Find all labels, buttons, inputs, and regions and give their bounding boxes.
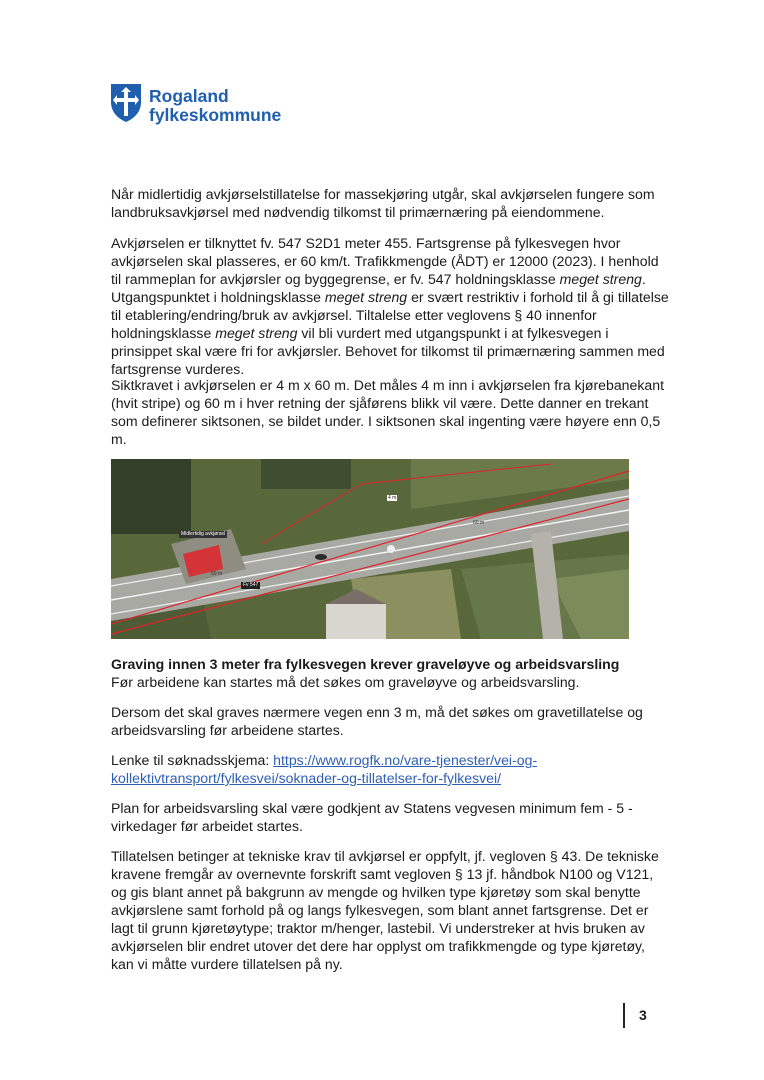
paragraph-avkjorsel bbox=[111, 234, 671, 378]
org-name-line2: fylkeskommune bbox=[149, 105, 282, 125]
soknadsskjema-link[interactable]: https://www.rogfk.no/vare-tjenester/vei-og-kollektivtransport/fylkesvei/soknader-og-tillatelser-for-fylkesvei/ bbox=[111, 752, 538, 786]
paragraph-tekniske-krav bbox=[111, 847, 671, 973]
sight-triangle-aerial-map bbox=[111, 459, 629, 639]
emphasis-holdningsklasse: meget streng bbox=[215, 325, 298, 341]
page-number: 3 bbox=[639, 1007, 647, 1023]
text-run: Avkjørselen er tilknyttet fv. 547 S2D1 meter 455. Fartsgrense på fylkesvegen hvor avkjørselen skal plasseres, er 60 km/t. Trafikkmengde (ÅDT) er 12000 (2023). I henhold til rammeplan for avkjørsler og byggegrense, er fv. 547 holdningsklasse bbox=[111, 235, 659, 287]
paragraph-siktkrav bbox=[111, 376, 671, 448]
paragraph-gravetillatelse-text: Dersom det skal graves nærmere vegen enn 3 m, må det søkes om gravetillatelse og arbeidsvarsling før arbeidene startes. bbox=[111, 704, 643, 738]
emphasis-holdningsklasse: meget streng bbox=[559, 271, 642, 287]
paragraph-tekniske-krav-text: Tillatelsen betinger at tekniske krav til avkjørsel er oppfylt, jf. vegloven § 43. De tekniske kravene fremgår av overnevnte forskrift samt vegloven § 13 jf. håndbok N100 og V121, og gis blant annet på bakgrunn av mengde og hvilken type kjøretøy som skal benytte avkjørslene samt forhold på og langs fylkesvegen, som blant annet fartsgrense. Det er lagt til grunn kjøretøytype; traktor m/henger, lastebil. Vi understreker at hvis bruken av avkjørselen blir endret utover det dere har opplyst om trafikkmengde og type kjøretøy, kan vi måtte vurdere tillatelsen på ny. bbox=[111, 848, 659, 972]
section-graving-text: Før arbeidene kan startes må det søkes om graveløyve og arbeidsvarsling. bbox=[111, 674, 580, 690]
map-label-road: Fv 547 bbox=[243, 582, 259, 588]
section-graving bbox=[111, 655, 671, 691]
map-label-4m: 4 m bbox=[388, 495, 397, 501]
map-label-60m-right: 60 m bbox=[473, 520, 485, 526]
paragraph-soknadsskjema bbox=[111, 751, 671, 787]
paragraph-soknadsskjema-text bbox=[111, 751, 671, 787]
org-name-line1: Rogaland bbox=[149, 86, 229, 106]
emphasis-holdningsklasse: meget streng bbox=[324, 289, 408, 305]
soknadsskjema-label: Lenke til søknadsskjema: bbox=[111, 752, 274, 768]
text-run: . Utgangspunktet i holdningsklasse bbox=[111, 271, 646, 305]
coat-of-arms-icon bbox=[109, 82, 143, 124]
paragraph-massekjoring-text: Når midlertidig avkjørselstillatelse for massekjøring utgår, skal avkjørselen fungere som landbruksavkjørsel med nødvendig tilkomst til primærnæring på eiendommene. bbox=[111, 186, 655, 220]
org-name bbox=[149, 87, 281, 125]
paragraph-gravetillatelse bbox=[111, 703, 671, 739]
paragraph-massekjoring bbox=[111, 185, 671, 221]
map-label-60m-left: 60 m bbox=[211, 571, 223, 577]
map-label-area: Midlertidig avkjørsel bbox=[181, 531, 226, 537]
text-run: vil bli vurdert med utgangspunkt i at fylkesvegen i prinsippet skal være fri for avkjørsler. Behovet for tilkomst til primærnæring sammen med fartsgrense vurderes. bbox=[111, 325, 665, 377]
paragraph-arbeidsvarsling bbox=[111, 799, 671, 835]
section-graving-heading: Graving innen 3 meter fra fylkesvegen krever graveløyve og arbeidsvarsling bbox=[111, 656, 620, 672]
paragraph-avkjorsel-text bbox=[111, 234, 671, 378]
paragraph-arbeidsvarsling-text: Plan for arbeidsvarsling skal være godkjent av Statens vegvesen minimum fem - 5 - virkedager før arbeidet startes. bbox=[111, 800, 633, 834]
footer-divider bbox=[623, 1003, 625, 1028]
text-run: er svært restriktiv i forhold til å gi tillatelse til etablering/endring/bruk av avkjørsel. Tiltalelse etter veglovens § 40 innenfor holdningsklasse bbox=[111, 289, 669, 341]
paragraph-siktkrav-text: Siktkravet i avkjørselen er 4 m x 60 m. Det måles 4 m inn i avkjørselen fra kjørebanekant (hvit stripe) og 60 m i hver retning der sjåførens blikk vil være. Dette danner en trekant som definerer siktsonen, se bildet under. I siktsonen skal ingenting være høyere enn 0,5 m. bbox=[111, 377, 664, 447]
org-logo bbox=[109, 82, 281, 125]
aerial-photo bbox=[111, 459, 629, 639]
